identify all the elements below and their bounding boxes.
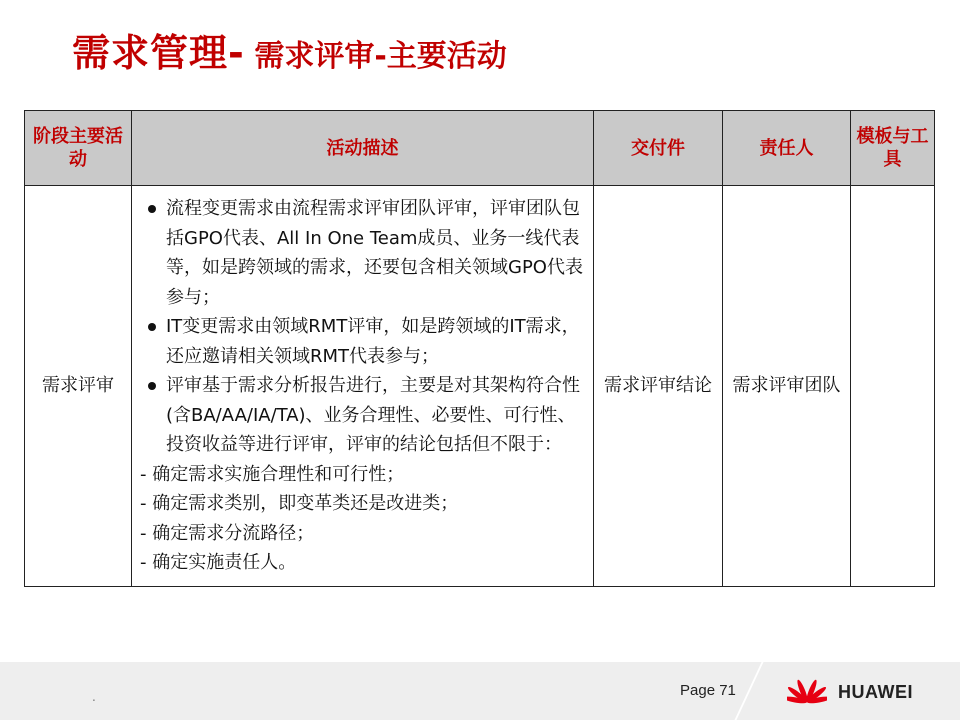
- header-template: 模板与工具: [851, 111, 935, 186]
- footer-divider: [734, 662, 763, 720]
- header-owner: 责任人: [723, 111, 851, 186]
- header-description: 活动描述: [132, 111, 594, 186]
- bullet-item: IT变更需求由领域RMT评审，如是跨领域的IT需求，还应邀请相关领域RMT代表参与；: [140, 312, 583, 371]
- cell-deliverable: 需求评审结论: [594, 186, 723, 587]
- conclusion-item: - 确定实施责任人。: [140, 552, 297, 573]
- cell-owner: 需求评审团队: [723, 186, 851, 587]
- table-header-row: [25, 111, 935, 186]
- cell-description: [132, 186, 594, 587]
- bullet-icon: [148, 323, 156, 331]
- header-deliverable: 交付件: [594, 111, 723, 186]
- footer-dot: .: [92, 690, 96, 704]
- conclusion-item: - 确定需求实施合理性和可行性；: [140, 463, 405, 485]
- slide-title: [72, 22, 507, 77]
- bullet-icon: [148, 382, 156, 390]
- page-number: Page 71: [680, 682, 736, 699]
- conclusion-item: - 确定需求分流路径；: [140, 522, 315, 544]
- description-bullets: [140, 194, 583, 460]
- cell-template: [851, 186, 935, 587]
- brand-name: HUAWEI: [838, 682, 913, 702]
- cell-stage: 需求评审: [25, 186, 132, 587]
- bullet-icon: [148, 205, 156, 213]
- header-stage: 阶段主要活动: [25, 111, 132, 186]
- activity-table: [24, 110, 935, 587]
- conclusion-item: - 确定需求类别，即变革类还是改进类；: [140, 493, 459, 514]
- bullet-item: 评审基于需求分析报告进行，主要是对其架构符合性(含BA/AA/IA/TA)、业务合理性、必要性、可行性、投资收益等进行评审，评审的结论包括但不限于：: [140, 371, 583, 460]
- conclusion-list: [140, 460, 583, 578]
- title-sub: 需求评审-主要活动: [254, 39, 507, 74]
- footer-bar: [0, 662, 960, 720]
- title-main: 需求管理-: [72, 31, 245, 75]
- huawei-logo-icon: [787, 676, 827, 708]
- table-row: [25, 186, 935, 587]
- bullet-item: 流程变更需求由流程需求评审团队评审，评审团队包括GPO代表、All In One Team成员、业务一线代表等，如是跨领域的需求，还要包含相关领域GPO代表参与；: [140, 194, 583, 312]
